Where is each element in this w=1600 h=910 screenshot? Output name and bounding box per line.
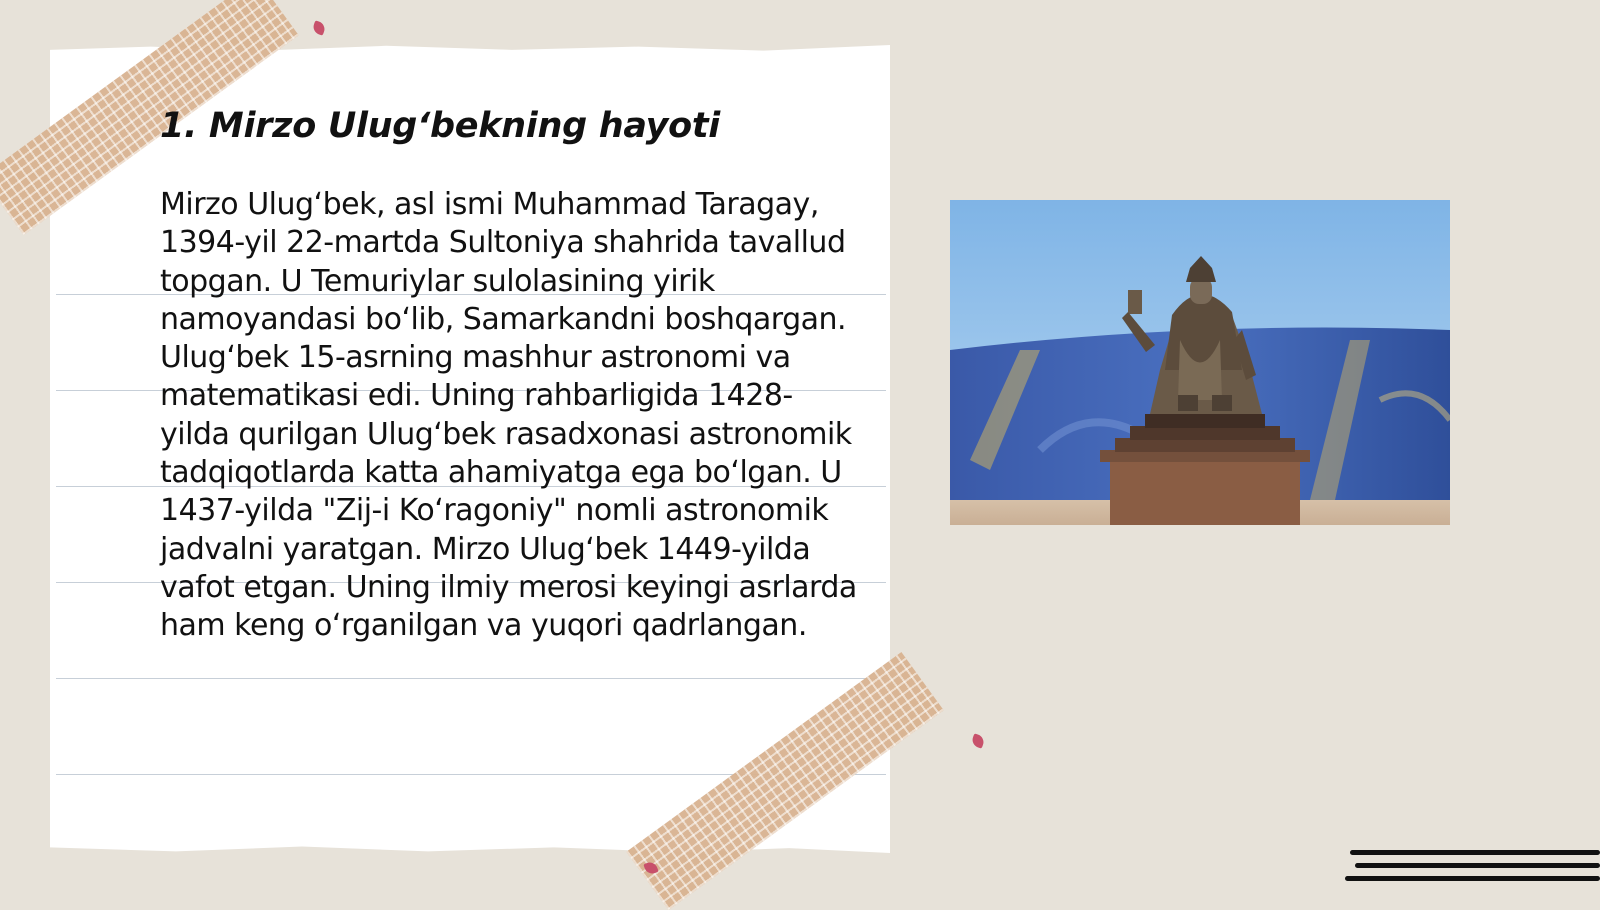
pin-decoration — [311, 20, 326, 35]
decorative-line — [1350, 850, 1600, 855]
decorative-line — [1355, 863, 1600, 868]
statue-photo — [950, 200, 1450, 525]
pin-decoration — [970, 733, 985, 748]
decorative-line — [1345, 876, 1600, 881]
slide-body-text: Mirzo Ulug‘bek, asl ismi Muhammad Taragay, 1394-yil 22-martda Sultoniya shahrida tavallud topgan. U Temuriylar sulolasining yirik namoyandasi bo‘lib, Samarkandni boshqargan. Ulug‘bek 15-asrning mashhur astronomi va matematikasi edi. Uning rahbarligida 1428-yilda qurilgan Ulug‘bek rasadxonasi astronomik tadqiqotlarda katta ahamiyatga ega bo‘lgan. U 1437-yilda "Zij-i Ko‘ragoniy" nomli astronomik jadvalni yaratgan. Mirzo Ulug‘bek 1449-yilda vafot etgan. Uning ilmiy merosi keyingi asrlarda ham keng o‘rganilgan va yuqori qadrlangan. — [160, 187, 857, 644]
paper-rule-line — [56, 678, 886, 679]
slide-title: 1. Mirzo Ulug‘bekning hayoti — [160, 106, 720, 146]
